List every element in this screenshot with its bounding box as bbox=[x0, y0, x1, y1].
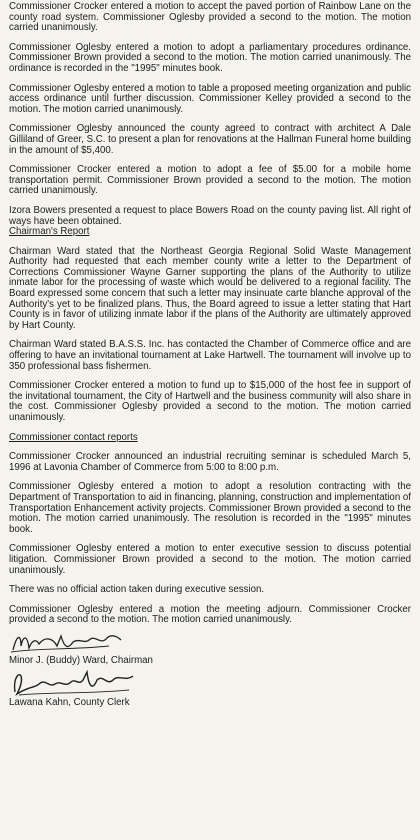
paragraph-architect-contract: Commissioner Oglesby announced the county agreed to contract with architect A Dale Gilliland of Greer, S.C. to present a plan for renovations at the Hallman Funeral home building in the amount of $5,400. bbox=[9, 123, 411, 156]
chairman-signature-icon bbox=[9, 630, 129, 656]
paragraph-bowers-road: Izora Bowers presented a request to place Bowers Road on the county paving list. All right of ways have been obtained. bbox=[9, 204, 411, 227]
paragraph-bass-tournament: Chairman Ward stated B.A.S.S. Inc. has contacted the Chamber of Commerce office and are offering to have an invitational tournament at Lake Hartwell. The tournament will involve up to 350 professional bass fishermen. bbox=[9, 339, 411, 372]
clerk-signature-icon bbox=[9, 668, 139, 698]
paragraph-transportation-resolution: Commissioner Oglesby entered a motion to adopt a resolution contracting with the Department of Transportation to aid in financing, planning, construction and implementation of Transportation Enhancement activity projects. Commissioner Brown provided a second to the motion. The motion carried unanimously. The resolution is recorded in the "1995" minutes book. bbox=[9, 481, 411, 535]
paragraph-no-action: There was no official action taken during executive session. bbox=[9, 584, 265, 596]
signature-block bbox=[9, 630, 411, 708]
chairman-name: Minor J. (Buddy) Ward, Chairman bbox=[9, 654, 153, 666]
paragraph-adjourn: Commissioner Oglesby entered a motion the meeting adjourn. Commissioner Crocker provided a second to the motion. The motion carried unanimously. bbox=[9, 603, 411, 626]
paragraph-table-ordinance: Commissioner Oglesby entered a motion to table a proposed meeting organization and public access ordinance until further discussion. Commissioner Kelley provided a second to the motion. The motion carried unanimously. bbox=[9, 82, 411, 115]
paragraph-solid-waste: Chairman Ward stated that the Northeast Georgia Regional Solid Waste Management Authority had requested that each member county write a letter to the Department of Corrections Commissioner Wayne Garner supporting the plans of the Authority to utilize inmate labor for the processing of waste which would be delivered to a regional facility. The Board expressed some concern that such a letter may insinuate carte blanche approval of the Authority's yet to be finalized plans. Thus, the Board agreed to issue a letter stating that Hart County is in favor of utilizing inmate labor if the plans of the Authority are ultimately approved by Hart County. bbox=[9, 245, 411, 331]
paragraph-recruiting-seminar: Commissioner Crocker announced an industrial recruiting seminar is scheduled March 5, 1996 at Lavonia Chamber of Commerce from 5:00 to 8:00 p.m. bbox=[9, 451, 411, 473]
paragraph-host-fee: Commissioner Crocker entered a motion to fund up to $15,000 of the host fee in support of the invitational tournament, the City of Hartwell and the business community will also share in the cost. Commissioner Oglesby provided a second to the motion. The motion carried unanimously. bbox=[9, 380, 411, 423]
paragraph-parliamentary-ordinance: Commissioner Oglesby entered a motion to adopt a parliamentary procedures ordinance. Commissioner Brown provided a second to the motion. The motion carried unanimously. The ordinance is recorded in the "1995" minutes book. bbox=[9, 41, 411, 74]
paragraph-mobile-home-fee: Commissioner Crocker entered a motion to adopt a fee of $5.00 for a mobile home transportation permit. Commissioner Brown provided a second to the motion. The motion carried unanimously. bbox=[9, 164, 411, 197]
paragraph-executive-session: Commissioner Oglesby entered a motion to enter executive session to discuss potential litigation. Commissioner Brown provided a second to the motion. The motion carried unanimously. bbox=[9, 543, 411, 576]
paragraph-rainbow-lane: Commissioner Crocker entered a motion to accept the paved portion of Rainbow Lane on the county road system. Commissioner Oglesby provided a second to the motion. The motion carried unanimously. bbox=[9, 1, 411, 34]
clerk-name: Lawana Kahn, County Clerk bbox=[9, 696, 130, 708]
heading-chairmans-report: Chairman's Report bbox=[9, 226, 90, 238]
heading-contact-reports: Commissioner contact reports bbox=[9, 431, 138, 443]
